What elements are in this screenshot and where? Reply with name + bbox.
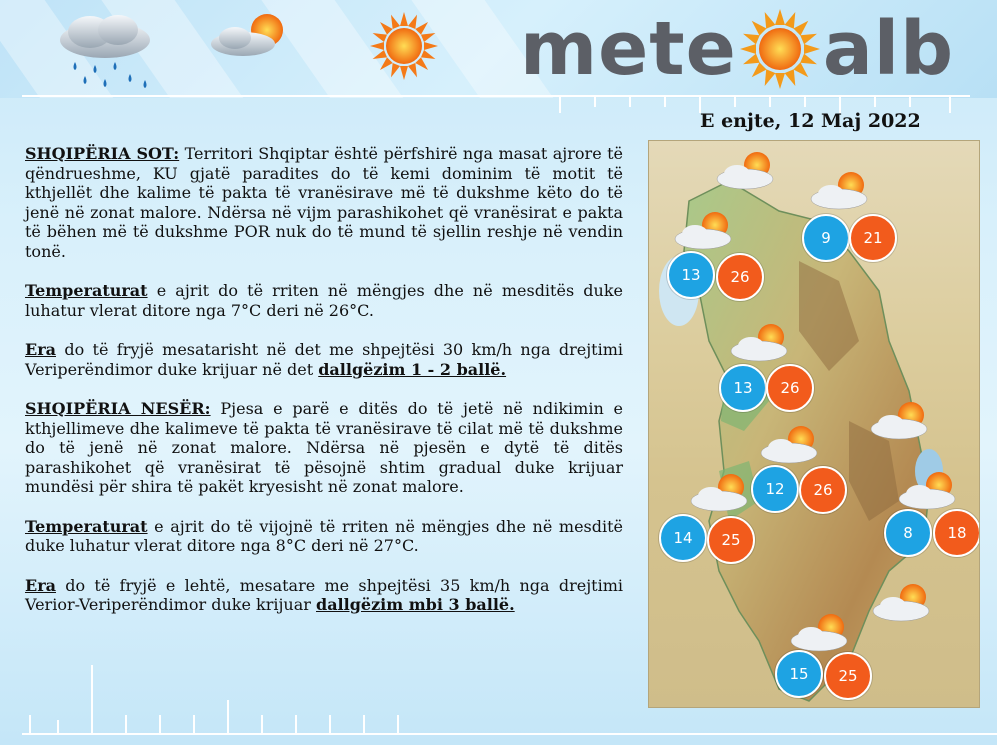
max-temp-badge: 26 [766,364,814,412]
tomorrow-wind-body: do të fryjë e lehtë, mesatare me shpejtësi 35 km/h nga drejtimi Verior-Veriperëndimor duke krijuar [25,575,623,614]
today-wave: dallgëzim 1 - 2 ballë. [318,359,507,379]
tomorrow-temp-paragraph [25,517,623,556]
sun-cloud-icon [897,469,967,514]
tomorrow-wind-heading: Era [25,575,56,595]
max-temp-badge: 25 [707,516,755,564]
today-heading: SHQIPËRIA SOT: [25,144,180,163]
today-wind-paragraph [25,340,623,379]
logo-sun-icon [739,8,821,90]
min-temp-badge: 14 [659,514,707,562]
logo-text-left: mete [520,6,737,92]
today-body: Territori Shqiptar është përfshirë nga masat ajrore të qëndrueshme, KU gjatë paradites do të kemi dominim të motit të kthjellët dhe kalime të pakta të vranësirave më të dukshme këto do të jenë në zonat malore. Ndërsa në vijm parashikohet që vranësirat e pakta të bëhen më të dukshme POR nuk do të mund të sjellin reshje në vendin tonë. [25,144,624,261]
sun-cloud-icon [869,399,939,444]
tomorrow-temp-heading: Temperaturat [25,516,148,536]
min-temp-badge: 15 [775,650,823,698]
tomorrow-temp-body: e ajrit do të vijojnë të rriten në mëngjes dhe në mesditë duke luhatur vlerat ditore nga 8°C deri në 27°C. [25,516,623,555]
footer-rule [22,733,997,735]
sun-cloud-icon [871,581,941,626]
max-temp-badge: 25 [824,652,872,700]
max-temp-badge: 21 [849,214,897,262]
forecast-date: E enjte, 12 Maj 2022 [700,110,921,132]
sun-cloud-icon [809,169,879,214]
sun-cloud-icon [759,423,829,468]
footer-ticks [20,660,440,735]
albania-map [648,140,980,708]
tomorrow-wave: dallgëzim mbi 3 ballë. [316,595,515,614]
min-temp-badge: 12 [751,465,799,513]
sun-cloud-icon [689,471,759,516]
today-wind-heading: Era [25,340,56,359]
logo-text-right: alb [822,6,955,92]
min-temp-badge: 9 [802,214,850,262]
min-temp-badge: 13 [667,251,715,299]
meteoalb-logo [520,4,954,94]
today-paragraph [25,144,623,261]
sun-cloud-icon [205,8,295,63]
today-temp-paragraph [25,281,623,320]
sun-cloud-icon [673,209,743,254]
sun-cloud-icon [729,321,799,366]
today-temp-heading: Temperaturat [25,281,148,300]
sun-icon [368,10,440,82]
today-wind-body: do të fryjë mesatarisht në det me shpejtësi 30 km/h nga drejtimi Veriperëndimor duke krijuar në det [25,340,623,379]
cloud-rain-icon [50,10,160,95]
min-temp-badge: 8 [884,509,932,557]
tomorrow-wind-paragraph [25,576,623,615]
tomorrow-body: Pjesa e parë e ditës do të jetë në ndikimin e kthjellimeve dhe kalimeve të pakta të vranësirave të cilat më të dukshme do të jenë në zonat malore. Ndërsa në pjesën e dytë të ditës parashikohet që vranësirat të pësojnë shtim gradual duke krijuar mundësi për shira të pakët kryesisht në zonat malore. [25,399,624,496]
max-temp-badge: 18 [933,509,980,557]
max-temp-badge: 26 [799,466,847,514]
tomorrow-paragraph [25,399,623,497]
sun-cloud-icon [715,149,785,194]
min-temp-badge: 13 [719,364,767,412]
max-temp-badge: 26 [716,253,764,301]
today-temp-body: e ajrit do të rriten në mëngjes dhe në mesditës duke luhatur vlerat ditore nga 7°C deri në 26°C. [25,281,623,320]
forecast-text [25,144,623,635]
tomorrow-heading: SHQIPËRIA NESËR: [25,399,211,418]
